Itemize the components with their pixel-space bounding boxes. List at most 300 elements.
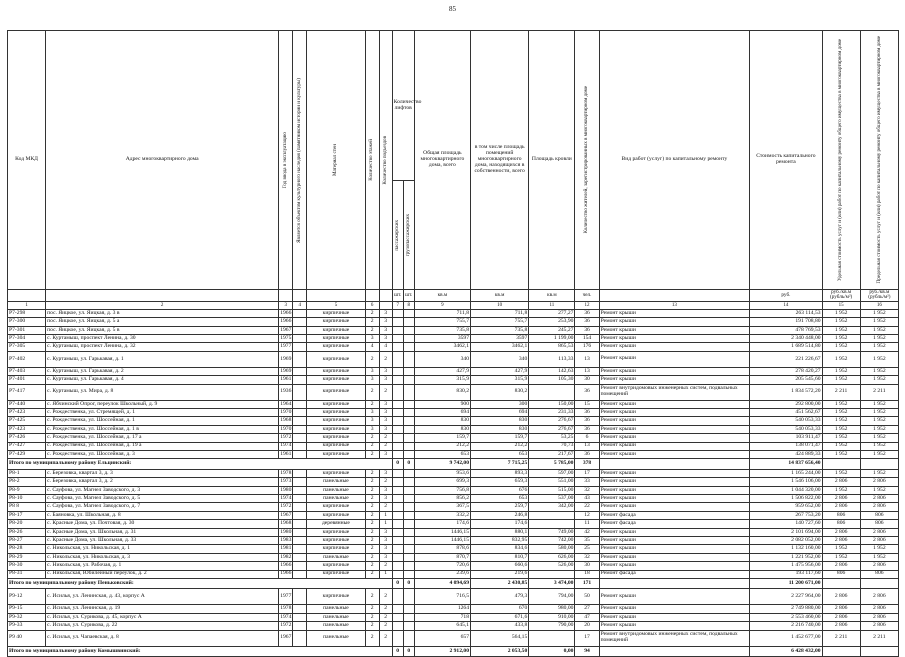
cell-roof-area: 150,00: [529, 400, 575, 408]
table-row: [8, 442, 899, 450]
subtotal-cost: 6 428 432,00: [750, 646, 822, 657]
cell-unit-cost: 1 952: [822, 367, 860, 375]
header-material: Материал стен: [307, 31, 365, 290]
cell-floors: 2: [365, 553, 379, 561]
subtotal-lifts-freight: 0: [403, 646, 414, 657]
cell-roof-area: 790,00: [529, 622, 575, 630]
cell-cost: 2 216 740,00: [750, 622, 822, 630]
cell-cost: 540 053,33: [750, 417, 822, 425]
cell-total-area: 427,9: [414, 367, 470, 375]
cell-owned-area: 340: [471, 351, 529, 367]
cell-cost: 2 340 448,00: [750, 335, 822, 343]
cell-roof-area: 515,00: [529, 486, 575, 494]
cell-floors: 2: [365, 570, 379, 578]
cell-lifts-passenger: [392, 570, 403, 578]
cell-total-area: 735,8: [414, 326, 470, 334]
cell-lifts-freight: [403, 450, 414, 458]
cell-work-type: Ремонт крыши: [599, 469, 750, 477]
cell-entrances: 3: [379, 318, 392, 326]
cell-lifts-passenger: [392, 309, 403, 317]
cell-lifts-freight: [403, 478, 414, 486]
cell-material: кирпичные: [307, 511, 365, 519]
cell-heritage: [293, 589, 307, 605]
cell-lifts-passenger: [392, 425, 403, 433]
cell-lifts-freight: [403, 335, 414, 343]
cell-heritage: [293, 409, 307, 417]
cell-owned-area: 653: [471, 495, 529, 503]
cell-address: с. Никольская, ул. Никольская, д. 1: [46, 545, 279, 553]
cell-owned-area: 834,6: [471, 545, 529, 553]
cell-lifts-freight: [403, 384, 414, 400]
cell-work-type: Ремонт крыши: [599, 622, 750, 630]
cell-lifts-freight: [403, 553, 414, 561]
cell-residents: 36: [575, 450, 599, 458]
cell-residents: 154: [575, 335, 599, 343]
cell-cost: 2 101 694,00: [750, 528, 822, 536]
cell-code: P8-10: [8, 495, 46, 503]
cell-cost: 2 553 460,00: [750, 613, 822, 621]
cell-year-built: 1967: [279, 630, 293, 646]
header-row: [8, 31, 899, 181]
cell-total-area: 870,7: [414, 553, 470, 561]
cell-year-built: 1980: [280, 528, 292, 535]
unit-owned-area: кв.м: [471, 290, 529, 302]
cell-work-type: Ремонт фасада: [599, 520, 750, 528]
cell-entrances: 3: [379, 553, 392, 561]
cell-work-type: Ремонт крыши: [599, 425, 750, 433]
table-row: [8, 589, 899, 605]
cell-year-built: 1981: [280, 545, 292, 552]
cell-work-type: Ремонт крыши: [599, 335, 750, 343]
cell-residents: 30: [575, 562, 599, 570]
cell-unit-cost: 2 211: [822, 630, 860, 646]
cell-floors: 2: [365, 318, 379, 326]
column-index-10: 9: [414, 301, 470, 309]
cell-heritage: [293, 605, 307, 613]
cell-lifts-passenger: [392, 434, 403, 442]
cell-material: панельные: [307, 553, 365, 561]
cell-address: с. Никольская, ул. Никольская, д. 3: [46, 553, 279, 561]
subtotal-total-area: 9 742,00: [414, 459, 470, 470]
table-row: [8, 409, 899, 417]
cell-max-cost: 2 806: [860, 622, 898, 630]
cell-work-type: Ремонт крыши: [599, 343, 750, 351]
cell-heritage: [293, 450, 307, 458]
cell-material: панельные: [307, 495, 365, 503]
cell-lifts-freight: [403, 589, 414, 605]
cell-lifts-freight: [403, 434, 414, 442]
cell-work-type: Ремонт крыши: [599, 376, 750, 384]
cell-material: деревянные: [307, 520, 365, 528]
cell-year-built: 1969: [280, 367, 292, 374]
cell-owned-area: 830: [471, 425, 529, 433]
cell-entrances: 3: [379, 425, 392, 433]
subtotal-owned-area: 2 430,85: [471, 578, 529, 589]
cell-heritage: [293, 520, 307, 528]
table-row: [8, 630, 899, 646]
subtotal-roof-area: 3 474,00: [529, 578, 575, 589]
cell-unit-cost: 1 952: [822, 553, 860, 561]
cell-cost: 1 132 160,00: [750, 545, 822, 553]
cell-max-cost: 2 806: [860, 589, 898, 605]
cell-unit-cost: 806: [822, 570, 860, 578]
cell-lifts-freight: [403, 442, 414, 450]
cell-material: панельные: [307, 486, 365, 494]
cell-max-cost: 2 806: [860, 503, 898, 511]
cell-work-type: Ремонт крыши: [599, 605, 750, 613]
cell-work-type: Ремонт крыши: [599, 442, 750, 450]
cell-entrances: 1: [379, 520, 392, 528]
cell-unit-cost: 2 806: [822, 528, 860, 536]
cell-lifts-freight: [403, 545, 414, 553]
cell-lifts-passenger: [392, 326, 403, 334]
cell-address: с. Исилья, ул. Ленинская, д. 43, корпус А: [46, 589, 279, 605]
cell-lifts-freight: [403, 622, 414, 630]
column-index-9: 8: [403, 301, 414, 309]
cell-max-cost: 1 952: [860, 309, 898, 317]
cell-lifts-freight: [403, 309, 414, 317]
cell-residents: 12: [575, 511, 599, 519]
cell-residents: 35: [575, 537, 599, 545]
cell-entrances: 3: [379, 326, 392, 334]
cell-total-area: 653: [414, 450, 470, 458]
cell-heritage: [293, 495, 307, 503]
table-row: [8, 511, 899, 519]
cell-year-built: 1977: [279, 589, 293, 605]
subtotal-roof-area: 0,00: [529, 646, 575, 657]
cell-unit-cost: 1 952: [822, 425, 860, 433]
cell-roof-area: 551,00: [529, 478, 575, 486]
cell-roof-area: 253,90: [529, 318, 575, 326]
column-index-14: 13: [599, 301, 750, 309]
cell-max-cost: 1 952: [860, 486, 898, 494]
cell-heritage: [293, 425, 307, 433]
cell-owned-area: 810,7: [471, 553, 529, 561]
cell-cost: 1 506 822,00: [750, 495, 822, 503]
cell-year-built: 1974: [280, 442, 292, 449]
cell-roof-area: 580,00: [529, 545, 575, 553]
cell-residents: 36: [575, 318, 599, 326]
cell-entrances: 3: [379, 409, 392, 417]
cell-max-cost: 1 952: [860, 434, 898, 442]
cell-owned-area: 694: [471, 409, 529, 417]
cell-material: кирпичные: [307, 570, 365, 578]
cell-entrances: 2: [379, 562, 392, 570]
cell-material: кирпичные: [307, 469, 365, 477]
cell-unit-cost: 1 952: [822, 450, 860, 458]
cell-heritage: [293, 545, 307, 553]
unit-lifts-2: шт.: [403, 290, 414, 302]
cell-floors: 3: [365, 409, 379, 417]
cell-owned-area: 564,15: [471, 630, 529, 646]
cell-cost: 1 546 106,00: [750, 478, 822, 486]
cell-year-built: 1936: [279, 384, 293, 400]
cell-address: с. Исилья, ул. Чапаевская, д. 8: [46, 630, 279, 646]
cell-cost: 2 082 052,00: [750, 537, 822, 545]
cell-entrances: 3: [379, 469, 392, 477]
table-row: [8, 553, 899, 561]
subtotal-unit-cost: [822, 646, 860, 657]
header-entrances: Количество подъездов: [379, 31, 392, 290]
cell-max-cost: 1 952: [860, 400, 898, 408]
cell-address: с. Ябчинский Опрог, переулок Школьный, д. 9: [46, 400, 279, 408]
cell-heritage: [293, 351, 307, 367]
column-index-7: [379, 301, 392, 309]
cell-roof-area: 276,67: [529, 425, 575, 433]
cell-roof-area: 113,33: [529, 351, 575, 367]
cell-cost: 424 889,33: [750, 450, 822, 458]
subtotal-lifts-passenger: 0: [392, 578, 403, 589]
cell-roof-area: 276,67: [529, 417, 575, 425]
subtotal-total-area: 2 912,00: [414, 646, 470, 657]
subtotal-cost: 11 200 671,00: [750, 578, 822, 589]
cell-work-type: Ремонт крыши: [599, 318, 750, 326]
table-row: [8, 367, 899, 375]
cell-cost: 263 114,53: [750, 309, 822, 317]
cell-floors: 2: [365, 537, 379, 545]
column-index-3: 3: [279, 301, 293, 309]
subtotal-roof-area: 5 785,00: [529, 459, 575, 470]
cell-roof-area: 626,00: [529, 553, 575, 561]
cell-year-built: 1969: [279, 351, 293, 367]
cell-work-type: Ремонт крыши: [599, 478, 750, 486]
cell-floors: 2: [365, 511, 379, 519]
cell-address: с. Сауфова, ул. Магнел Заводского, д. 3: [46, 486, 279, 494]
cell-heritage: [293, 478, 307, 486]
cell-cost: 1 044 320,00: [750, 486, 822, 494]
cell-owned-area: 893,3: [471, 469, 529, 477]
cell-unit-cost: 1 952: [822, 351, 860, 367]
cell-lifts-freight: [403, 503, 414, 511]
cell-heritage: [293, 400, 307, 408]
cell-material: кирпичные: [307, 442, 365, 450]
cell-owned-area: 259,7: [471, 503, 529, 511]
table-row: [8, 562, 899, 570]
cell-address: с. Березовка, квартал 3, д. 3: [46, 469, 279, 477]
cell-floors: 2: [365, 469, 379, 477]
cell-material: кирпичные: [307, 545, 365, 553]
cell-unit-cost: 1 952: [822, 326, 860, 334]
cell-owned-area: 300: [471, 400, 529, 408]
cell-total-area: 1446,15: [414, 537, 470, 545]
cell-lifts-passenger: [392, 613, 403, 621]
cell-material: кирпичные: [307, 400, 365, 408]
cell-lifts-passenger: [392, 537, 403, 545]
cell-owned-area: 711,8: [471, 309, 529, 317]
cell-cost: 478 769,53: [750, 326, 822, 334]
cell-heritage: [293, 622, 307, 630]
cell-cost: 267 753,20: [750, 511, 822, 519]
cell-unit-cost: 1 952: [822, 409, 860, 417]
cell-year-built: 1975: [280, 334, 292, 341]
cell-lifts-freight: [403, 326, 414, 334]
cell-address: с. Рождественка, ул. Шоссейная, д. 19 а: [46, 442, 279, 450]
cell-roof-area: [529, 520, 575, 528]
cell-heritage: [293, 630, 307, 646]
cell-address: с. Березовка, квартал 3, д. 2: [46, 478, 279, 486]
cell-heritage: [293, 367, 307, 375]
column-index-5: 5: [307, 301, 365, 309]
cell-work-type: Ремонт крыши: [599, 495, 750, 503]
cell-roof-area: 53,25: [529, 434, 575, 442]
cell-address: с. Сауфова, ул. Магнел Заводского, д. 7: [46, 503, 279, 511]
table-row: [8, 417, 899, 425]
subtotal-total-area: 4 094,69: [414, 578, 470, 589]
cell-total-area: 830,2: [414, 384, 470, 400]
cell-lifts-passenger: [392, 343, 403, 351]
cell-residents: 13: [575, 351, 599, 367]
subtotal-row: [8, 459, 899, 470]
cell-owned-area: 212,2: [471, 442, 529, 450]
cell-max-cost: 1 952: [860, 469, 898, 477]
cell-residents: 15: [575, 400, 599, 408]
cell-floors: 2: [365, 528, 379, 536]
cell-floors: 2: [365, 613, 379, 621]
cell-work-type: Ремонт крыши: [599, 409, 750, 417]
cell-roof-area: 142,63: [529, 367, 575, 375]
cell-total-area: 332,2: [414, 511, 470, 519]
cell-owned-area: 219,6: [471, 570, 529, 578]
table-row: [8, 495, 899, 503]
cell-floors: 2: [365, 562, 379, 570]
cell-heritage: [293, 384, 307, 400]
cell-lifts-passenger: [392, 528, 403, 536]
cell-entrances: 2: [379, 503, 392, 511]
cell-address: с. Красные Дома, ул. Школьная, д. 33: [46, 537, 279, 545]
cell-max-cost: 1 952: [860, 367, 898, 375]
cell-entrances: 4: [379, 343, 392, 351]
cell-material: кирпичные: [307, 434, 365, 442]
cell-residents: 13: [575, 442, 599, 450]
cell-address: с. Сауфова, ул. Магнел Заводского, д. 5: [46, 495, 279, 503]
cell-lifts-passenger: [392, 376, 403, 384]
unit-residents: чел.: [575, 290, 599, 302]
cell-floors: 3: [365, 417, 379, 425]
cell-code: P8-17: [8, 511, 46, 519]
cell-lifts-passenger: [392, 351, 403, 367]
cell-code: P9-32: [8, 613, 46, 621]
cell-roof-area: 980,00: [529, 605, 575, 613]
cell-residents: 43: [575, 495, 599, 503]
cell-residents: 22: [575, 503, 599, 511]
cell-residents: 36: [575, 425, 599, 433]
cell-residents: 33: [575, 478, 599, 486]
cell-heritage: [293, 343, 307, 351]
cell-address: с. Рождественка, ул. Шоссейная, д. 3: [46, 450, 279, 458]
cell-material: кирпичные: [307, 335, 365, 343]
cell-owned-area: 671,6: [471, 613, 529, 621]
cell-roof-area: [529, 630, 575, 646]
cell-lifts-freight: [403, 400, 414, 408]
cell-owned-area: 3597: [471, 335, 529, 343]
table-row: [8, 425, 899, 433]
cell-cost: 1 165 244,00: [750, 469, 822, 477]
cell-entrances: 2: [379, 605, 392, 613]
cell-unit-cost: 2 806: [822, 589, 860, 605]
cell-work-type: Ремонт крыши: [599, 537, 750, 545]
cell-heritage: [293, 318, 307, 326]
cell-max-cost: 1 952: [860, 450, 898, 458]
unit-unit-cost: руб./кв.м (рубль/м²): [822, 290, 860, 302]
cell-floors: 3: [365, 376, 379, 384]
table-row: [8, 520, 899, 528]
cell-unit-cost: 806: [822, 511, 860, 519]
column-index-12: 11: [529, 301, 575, 309]
cell-unit-cost: 1 952: [822, 417, 860, 425]
cell-entrances: 1: [379, 570, 392, 578]
cell-work-type: Ремонт крыши: [599, 562, 750, 570]
cell-code: P7-429: [8, 450, 46, 458]
cell-max-cost: 2 806: [860, 478, 898, 486]
cell-material: панельные: [307, 622, 365, 630]
cell-code: P8-30: [8, 562, 46, 570]
cell-max-cost: 1 952: [860, 425, 898, 433]
cell-lifts-freight: [403, 562, 414, 570]
cell-owned-area: 830,2: [471, 384, 529, 400]
cell-residents: 176: [575, 343, 599, 351]
subtotal-label: Итого по муниципальному району Пеньковский:: [8, 578, 393, 589]
cell-floors: 3: [365, 335, 379, 343]
header-max-cost: Предельная стоимость услуг и (или) работ по капитальному ремонту общего имущества в многоквартирном доме: [860, 31, 898, 290]
cell-entrances: 2: [379, 478, 392, 486]
cell-residents: 6: [575, 434, 599, 442]
cell-roof-area: 910,00: [529, 613, 575, 621]
cell-max-cost: 1 952: [860, 409, 898, 417]
cell-total-area: 720,6: [414, 562, 470, 570]
cell-total-area: 830: [414, 425, 470, 433]
cell-code: P7-423: [8, 409, 46, 417]
subtotal-lifts-freight: 0: [403, 459, 414, 470]
cell-floors: 2: [365, 589, 379, 605]
cell-lifts-passenger: [392, 450, 403, 458]
header-year-built: Год ввода в эксплуатацию: [279, 31, 293, 290]
header-work-type: Вид работ (услуг) по капитальному ремонту: [599, 31, 750, 290]
cell-work-type: Ремонт крыши: [599, 503, 750, 511]
cell-unit-cost: 2 211: [822, 384, 860, 400]
cell-total-area: 340: [414, 351, 470, 367]
cell-work-type: Ремонт крыши: [599, 309, 750, 317]
subtotal-lifts-freight: 0: [403, 578, 414, 589]
cell-unit-cost: 2 806: [822, 622, 860, 630]
cell-residents: 11: [575, 520, 599, 528]
cell-entrances: 2: [379, 434, 392, 442]
cell-unit-cost: 1 952: [822, 343, 860, 351]
table-row: [8, 622, 899, 630]
cell-max-cost: 1 952: [860, 343, 898, 351]
cell-max-cost: 1 952: [860, 417, 898, 425]
cell-owned-area: 755,7: [471, 318, 529, 326]
cell-lifts-freight: [403, 318, 414, 326]
cell-address: с. Красные Дома, ул. Школьная, д. 31: [46, 528, 279, 536]
cell-cost: 193 117,60: [750, 570, 822, 578]
cell-residents: 17: [575, 469, 599, 477]
table-row: [8, 469, 899, 477]
cell-total-area: 711,8: [414, 309, 470, 317]
subtotal-residents: 378: [575, 459, 599, 470]
cell-floors: 2: [365, 450, 379, 458]
unit-roof-area: кв.м: [529, 290, 575, 302]
cell-year-built: 1961: [280, 376, 292, 383]
cell-lifts-passenger: [392, 409, 403, 417]
header-owned-area: в том числе площадь помещений многоквартирного дома, находящихся в собственности, всего: [471, 31, 529, 290]
cell-entrances: 3: [379, 450, 392, 458]
column-index-13: 12: [575, 301, 599, 309]
cell-lifts-passenger: [392, 511, 403, 519]
cell-year-built: 1961: [280, 450, 292, 457]
column-index-4: 4: [293, 301, 307, 309]
cell-cost: 1 834 572,20: [750, 384, 822, 400]
cell-material: кирпичные: [307, 503, 365, 511]
